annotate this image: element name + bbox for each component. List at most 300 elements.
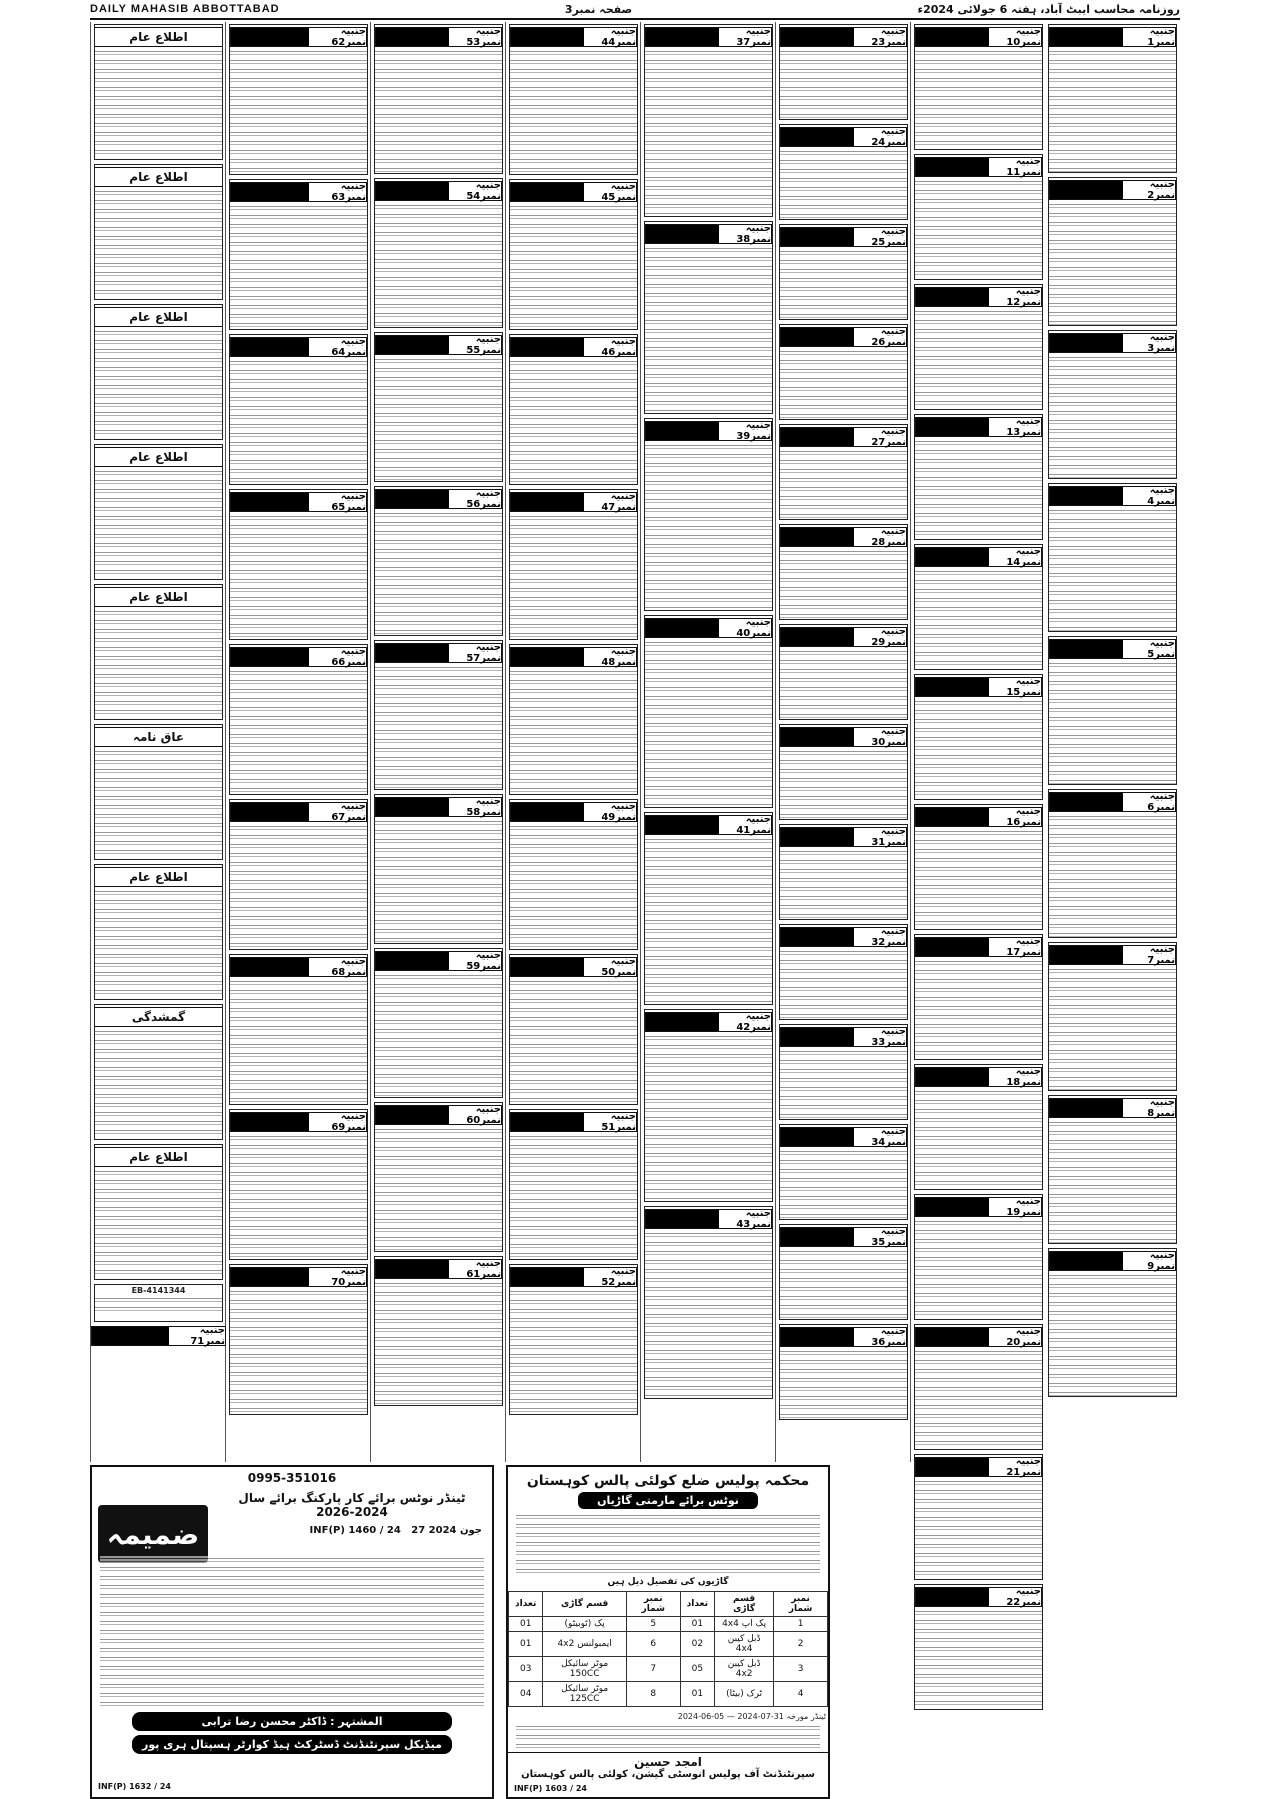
notice-label-text: جنبیہ نمبر47 — [584, 493, 637, 511]
notice-label — [375, 1259, 502, 1279]
notice-label — [915, 157, 1042, 177]
notice-text-lines — [780, 1049, 907, 1119]
notice-label-text: جنبیہ نمبر21 — [989, 1458, 1042, 1476]
notice-label-text: جنبیہ نمبر13 — [989, 418, 1042, 436]
notice-block — [644, 221, 773, 414]
notice-label-text: جنبیہ نمبر71 — [169, 1327, 225, 1345]
ad-inf-code: INF(P) 1460 / 24 — [309, 1525, 401, 1536]
table-cell: ڈبل کیبن 4x4 — [715, 1632, 774, 1657]
notice-block — [94, 864, 223, 1000]
notice-label-text: جنبیہ نمبر7 — [1123, 946, 1176, 964]
notice-text-lines — [645, 443, 772, 610]
notice-block — [94, 164, 223, 300]
table-row — [509, 1682, 828, 1707]
notice-label — [915, 677, 1042, 697]
table-cell: ٹرک (بیٹا) — [715, 1682, 774, 1707]
vehicle-table-header — [509, 1592, 828, 1617]
notice-block — [94, 304, 223, 440]
notice-label — [645, 421, 772, 441]
notice-label-text: جنبیہ نمبر56 — [449, 490, 502, 508]
tender-date-2: 05-06-2024 — [677, 1712, 725, 1721]
police-office: سپرنٹنڈنٹ آف پولیس انوسٹی گیشن، کولئی پالس کوہستان — [521, 1769, 815, 1780]
police-notice-subtitle: نوٹس برائے مارمتی گاڑیاں — [578, 1492, 758, 1509]
notice-label — [915, 547, 1042, 567]
notice-label — [230, 1267, 367, 1287]
notice-text-lines — [375, 511, 502, 635]
notice-block — [374, 1102, 503, 1252]
notice-block — [779, 524, 908, 620]
table-cell: 03 — [509, 1657, 543, 1682]
notice-block — [779, 1124, 908, 1220]
notice-heading: گمشدگی — [95, 1007, 222, 1027]
ad-office: میڈیکل سپرنٹنڈنٹ ڈسٹرکٹ ہیڈ کوارٹر ہسپتال ہری پور — [132, 1735, 452, 1754]
notice-label — [375, 335, 502, 355]
notice-label-text: جنبیہ نمبر51 — [584, 1113, 637, 1131]
notice-label-text: جنبیہ نمبر16 — [989, 808, 1042, 826]
notice-block — [914, 284, 1043, 410]
notice-label — [510, 492, 637, 512]
notice-text-lines — [510, 514, 637, 639]
notice-text-lines — [95, 189, 222, 299]
notice-text-lines — [915, 829, 1042, 929]
notice-label-text: جنبیہ نمبر36 — [854, 1328, 907, 1346]
notice-text-lines — [95, 1029, 222, 1139]
notice-label-text: جنبیہ نمبر22 — [989, 1588, 1042, 1606]
notice-label — [1049, 486, 1176, 506]
notice-label — [230, 492, 367, 512]
notice-text-lines — [230, 979, 367, 1104]
notice-block — [94, 1144, 223, 1280]
notice-label — [230, 802, 367, 822]
notice-text-lines — [645, 49, 772, 216]
notice-label — [230, 337, 367, 357]
notice-text-lines — [780, 49, 907, 119]
notice-text-lines — [645, 1231, 772, 1398]
police-inf-footer: INF(P) 1603 / 24 — [514, 1784, 587, 1793]
notice-text-lines — [1049, 355, 1176, 478]
notice-text-lines — [510, 669, 637, 794]
notice-block — [509, 179, 638, 330]
notice-heading: اطلاع عام — [95, 1147, 222, 1167]
notice-label-text: جنبیہ نمبر45 — [584, 183, 637, 201]
notice-label-text: جنبیہ نمبر30 — [854, 728, 907, 746]
table-row — [509, 1632, 828, 1657]
notice-block — [374, 794, 503, 944]
notice-text-lines — [645, 640, 772, 807]
notice-block — [374, 948, 503, 1098]
notice-text-lines — [95, 1296, 222, 1316]
notice-block — [779, 324, 908, 420]
police-footer-text — [516, 1724, 820, 1748]
table-cell: ایمبولنس 4x2 — [543, 1632, 626, 1657]
notice-label-text: جنبیہ نمبر69 — [309, 1113, 366, 1131]
notice-label-text: جنبیہ نمبر17 — [989, 938, 1042, 956]
notice-block — [644, 812, 773, 1005]
notice-label-text: جنبیہ نمبر20 — [989, 1328, 1042, 1346]
notice-label-text: جنبیہ نمبر31 — [854, 828, 907, 846]
notice-text-lines — [1049, 661, 1176, 784]
notice-label — [915, 1067, 1042, 1087]
notice-block — [229, 799, 368, 950]
notice-label-text: جنبیہ نمبر55 — [449, 336, 502, 354]
notice-label — [510, 647, 637, 667]
notice-block — [509, 1264, 638, 1415]
column-d — [640, 22, 776, 1462]
notice-block — [644, 1206, 773, 1399]
notice-label — [645, 27, 772, 47]
police-dates: ٹینڈر مورخہ 31-07-2024 — 05-06-2024 — [677, 1712, 826, 1721]
notice-text-lines — [230, 359, 367, 484]
table-cell: 1 — [774, 1617, 828, 1632]
notice-block — [229, 1109, 368, 1260]
notice-label-text: جنبیہ نمبر32 — [854, 928, 907, 946]
table-cell: 7 — [626, 1657, 680, 1682]
police-body-text — [516, 1513, 820, 1573]
notice-text-lines — [780, 749, 907, 819]
notice-text-lines — [375, 49, 502, 173]
notice-label-text: جنبیہ نمبر15 — [989, 678, 1042, 696]
notice-label-text: جنبیہ نمبر50 — [584, 958, 637, 976]
notice-label-text: جنبیہ نمبر66 — [309, 648, 366, 666]
notice-block — [779, 1024, 908, 1120]
notice-label — [915, 27, 1042, 47]
notice-label — [915, 937, 1042, 957]
notice-label — [1049, 1098, 1176, 1118]
ad-date: 27 جون 2024 — [411, 1525, 482, 1536]
notice-label-text: جنبیہ نمبر1 — [1123, 28, 1176, 46]
notice-block — [1048, 24, 1177, 173]
notice-text-lines — [95, 749, 222, 859]
table-cell: 04 — [509, 1682, 543, 1707]
notice-label-text: جنبیہ نمبر19 — [989, 1198, 1042, 1216]
notice-block — [779, 924, 908, 1020]
notice-label — [375, 951, 502, 971]
column-f — [370, 22, 506, 1462]
notice-label — [510, 27, 637, 47]
notice-label — [780, 627, 907, 647]
notice-block — [644, 24, 773, 217]
notice-label-text: جنبیہ نمبر57 — [449, 644, 502, 662]
police-signer: امجد حسین — [508, 1752, 828, 1769]
notice-label — [510, 337, 637, 357]
notice-label-text: جنبیہ نمبر2 — [1123, 181, 1176, 199]
notice-text-lines — [1049, 49, 1176, 172]
notice-block — [1048, 177, 1177, 326]
notice-block — [644, 418, 773, 611]
notice-label-text: جنبیہ نمبر6 — [1123, 793, 1176, 811]
notice-label — [780, 1227, 907, 1247]
table-cell: 4 — [774, 1682, 828, 1707]
notice-label — [780, 1127, 907, 1147]
notice-text-lines — [915, 569, 1042, 669]
notice-block — [374, 640, 503, 790]
ad-body-text — [100, 1556, 484, 1706]
notice-label-text: جنبیہ نمبر11 — [989, 158, 1042, 176]
notice-block — [374, 24, 503, 174]
ad-phone: 0995-351016 — [247, 1471, 337, 1485]
notice-label-text: جنبیہ نمبر24 — [854, 128, 907, 146]
lost-card-code: EB-4141344 — [131, 1286, 186, 1295]
notice-block — [779, 24, 908, 120]
notice-block — [1048, 483, 1177, 632]
notice-label-text: جنبیہ نمبر34 — [854, 1128, 907, 1146]
table-cell: 01 — [680, 1682, 714, 1707]
notice-block — [229, 954, 368, 1105]
notice-label — [915, 1197, 1042, 1217]
zameema-title: ضمیمہ — [98, 1505, 208, 1563]
notice-label — [1049, 1251, 1176, 1271]
notice-text-lines — [375, 203, 502, 327]
notice-label — [1049, 639, 1176, 659]
column-e — [505, 22, 641, 1462]
notice-label-text: جنبیہ نمبر40 — [719, 619, 772, 637]
notice-label — [915, 1327, 1042, 1347]
notice-text-lines — [780, 849, 907, 919]
notice-label — [375, 27, 502, 47]
notice-text-lines — [780, 549, 907, 619]
table-cell: 5 — [626, 1617, 680, 1632]
notice-label-71 — [91, 1326, 226, 1346]
notice-block — [229, 24, 368, 175]
notice-block — [229, 334, 368, 485]
notice-text-lines — [510, 1289, 637, 1414]
notice-label — [915, 1457, 1042, 1477]
column-g — [225, 22, 371, 1462]
notice-heading: اطلاع عام — [95, 587, 222, 607]
notice-label — [645, 815, 772, 835]
notice-label-text: جنبیہ نمبر53 — [449, 28, 502, 46]
notice-text-lines — [915, 1219, 1042, 1319]
notice-block — [94, 1004, 223, 1140]
notice-label-text: جنبیہ نمبر41 — [719, 816, 772, 834]
notice-label-text: جنبیہ نمبر26 — [854, 328, 907, 346]
notice-label — [1049, 792, 1176, 812]
notice-text-lines — [915, 439, 1042, 539]
notice-text-lines — [645, 837, 772, 1004]
notice-text-lines — [1049, 1120, 1176, 1243]
notice-block — [509, 334, 638, 485]
vehicle-table-body — [509, 1617, 828, 1707]
vehicle-table — [508, 1591, 828, 1707]
table-cell: موٹر سائیکل 125CC — [543, 1682, 626, 1707]
notice-block — [914, 1584, 1043, 1710]
notice-label-text: جنبیہ نمبر29 — [854, 628, 907, 646]
notice-block — [509, 24, 638, 175]
notice-block — [1048, 1095, 1177, 1244]
notice-text-lines — [230, 1134, 367, 1259]
notice-block — [914, 1194, 1043, 1320]
notice-label — [780, 1027, 907, 1047]
ad-inf-number — [222, 1525, 482, 1536]
notice-label — [510, 957, 637, 977]
notice-text-lines — [375, 1281, 502, 1405]
notice-label-text: جنبیہ نمبر48 — [584, 648, 637, 666]
notice-label-text: جنبیہ نمبر18 — [989, 1068, 1042, 1086]
notice-label — [375, 797, 502, 817]
vehicle-table-header-cell: نمبر شمار — [774, 1592, 828, 1617]
notice-label-text: جنبیہ نمبر43 — [719, 1210, 772, 1228]
notice-lost-card — [94, 1284, 223, 1322]
notice-text-lines — [645, 1034, 772, 1201]
notice-block — [779, 1224, 908, 1320]
notice-label-text: جنبیہ نمبر33 — [854, 1028, 907, 1046]
notice-text-lines — [915, 1349, 1042, 1449]
notice-text-lines — [780, 149, 907, 219]
notice-text-lines — [915, 309, 1042, 409]
notice-label-text: جنبیہ نمبر60 — [449, 1106, 502, 1124]
notice-text-lines — [230, 514, 367, 639]
notice-block — [779, 124, 908, 220]
notice-label-text: جنبیہ نمبر38 — [719, 225, 772, 243]
vehicle-table-header-cell: نمبر شمار — [626, 1592, 680, 1617]
notice-block — [509, 489, 638, 640]
table-cell: موٹر سائیکل 150CC — [543, 1657, 626, 1682]
masthead-date: روزنامہ محاسب ایبٹ آباد، ہفتہ 6 جولائی 2024ء — [917, 2, 1180, 16]
notice-block — [1048, 942, 1177, 1091]
notice-label — [645, 224, 772, 244]
notice-text-lines — [1049, 508, 1176, 631]
notice-label-text: جنبیہ نمبر14 — [989, 548, 1042, 566]
notice-block — [509, 1109, 638, 1260]
notice-block — [94, 584, 223, 720]
notice-block — [229, 644, 368, 795]
notice-text-lines — [1049, 202, 1176, 325]
notice-text-lines — [1049, 814, 1176, 937]
notice-text-lines — [510, 359, 637, 484]
notice-heading: اطلاع عام — [95, 867, 222, 887]
notice-block — [229, 489, 368, 640]
notice-label-text: جنبیہ نمبر8 — [1123, 1099, 1176, 1117]
vehicle-table-header-cell: قسم گاڑی — [543, 1592, 626, 1617]
table-cell: 2 — [774, 1632, 828, 1657]
notice-label-text: جنبیہ نمبر39 — [719, 422, 772, 440]
notice-label — [1049, 180, 1176, 200]
notice-label-text: جنبیہ نمبر52 — [584, 1268, 637, 1286]
notice-label-text: جنبیہ نمبر28 — [854, 528, 907, 546]
notice-text-lines — [915, 179, 1042, 279]
notice-label-text: جنبیہ نمبر61 — [449, 1260, 502, 1278]
notice-text-lines — [645, 246, 772, 413]
notice-block — [914, 1454, 1043, 1580]
table-cell: 8 — [626, 1682, 680, 1707]
notice-text-lines — [510, 979, 637, 1104]
notice-text-lines — [95, 1169, 222, 1279]
notice-label-text: جنبیہ نمبر9 — [1123, 1252, 1176, 1270]
notice-text-lines — [95, 329, 222, 439]
table-cell: پک اپ 4x4 — [715, 1617, 774, 1632]
notice-block — [779, 424, 908, 520]
notice-label — [375, 489, 502, 509]
notice-block — [644, 1009, 773, 1202]
notice-block — [779, 724, 908, 820]
notice-label — [375, 643, 502, 663]
table-cell: 05 — [680, 1657, 714, 1682]
notice-label-text: جنبیہ نمبر37 — [719, 28, 772, 46]
notice-label — [510, 182, 637, 202]
notice-text-lines — [780, 949, 907, 1019]
notice-block — [914, 934, 1043, 1060]
notice-label — [780, 327, 907, 347]
notice-text-lines — [510, 49, 637, 174]
ad-tender-line: ٹینڈر نوٹس برائے کار پارکنگ برائے سال 2024-2026 — [238, 1491, 466, 1519]
notice-text-lines — [780, 1349, 907, 1419]
masthead-page-number: صفحہ نمبر3 — [564, 2, 633, 16]
vehicle-table-header-cell: تعداد — [680, 1592, 714, 1617]
notice-label — [645, 618, 772, 638]
notice-text-lines — [95, 889, 222, 999]
notice-text-lines — [915, 959, 1042, 1059]
table-row — [509, 1657, 828, 1682]
notice-heading: اطلاع عام — [95, 167, 222, 187]
notice-block — [509, 644, 638, 795]
notice-label — [645, 1209, 772, 1229]
table-cell: 3 — [774, 1657, 828, 1682]
notice-label — [510, 802, 637, 822]
notice-label-text: جنبیہ نمبر23 — [854, 28, 907, 46]
notice-label — [230, 957, 367, 977]
notice-label — [510, 1112, 637, 1132]
notice-label — [780, 427, 907, 447]
column-h-notices — [91, 24, 226, 1280]
notice-label-text: جنبیہ نمبر67 — [309, 803, 366, 821]
column-a — [1045, 22, 1180, 1462]
notice-block — [914, 544, 1043, 670]
notice-block — [914, 1064, 1043, 1190]
notice-label — [780, 527, 907, 547]
notice-block — [374, 1256, 503, 1406]
notice-text-lines — [375, 819, 502, 943]
notice-text-lines — [780, 449, 907, 519]
notice-block — [509, 954, 638, 1105]
notice-label — [780, 927, 907, 947]
notice-label — [645, 1012, 772, 1032]
notice-heading: اطلاع عام — [95, 307, 222, 327]
notice-label-text: جنبیہ نمبر10 — [989, 28, 1042, 46]
notice-label-text: جنبیہ نمبر59 — [449, 952, 502, 970]
notice-text-lines — [780, 1149, 907, 1219]
notice-text-lines — [510, 204, 637, 329]
vehicle-table-header-cell: قسم گاڑی — [715, 1592, 774, 1617]
notice-text-lines — [510, 824, 637, 949]
notice-block — [1048, 789, 1177, 938]
notice-text-lines — [1049, 967, 1176, 1090]
notice-block — [914, 414, 1043, 540]
notice-text-lines — [230, 824, 367, 949]
table-cell: پک (ٹوبیٹو) — [543, 1617, 626, 1632]
notice-text-lines — [95, 469, 222, 579]
notice-block — [914, 1324, 1043, 1450]
table-cell: 01 — [680, 1617, 714, 1632]
notice-block — [779, 624, 908, 720]
notice-label — [780, 827, 907, 847]
notice-label-text: جنبیہ نمبر49 — [584, 803, 637, 821]
notice-text-lines — [230, 204, 367, 329]
notice-label-text: جنبیہ نمبر44 — [584, 28, 637, 46]
table-cell: 01 — [509, 1617, 543, 1632]
notice-text-lines — [780, 649, 907, 719]
notice-label-text: جنبیہ نمبر54 — [449, 182, 502, 200]
notice-block — [779, 224, 908, 320]
notice-label — [510, 1267, 637, 1287]
notice-text-lines — [375, 665, 502, 789]
notice-text-lines — [375, 357, 502, 481]
notice-label-text: جنبیہ نمبر65 — [309, 493, 366, 511]
notice-text-lines — [915, 1609, 1042, 1709]
notice-text-lines — [915, 1479, 1042, 1579]
notice-label-text: جنبیہ نمبر64 — [309, 338, 366, 356]
notice-block — [94, 444, 223, 580]
notice-block — [229, 1264, 368, 1415]
